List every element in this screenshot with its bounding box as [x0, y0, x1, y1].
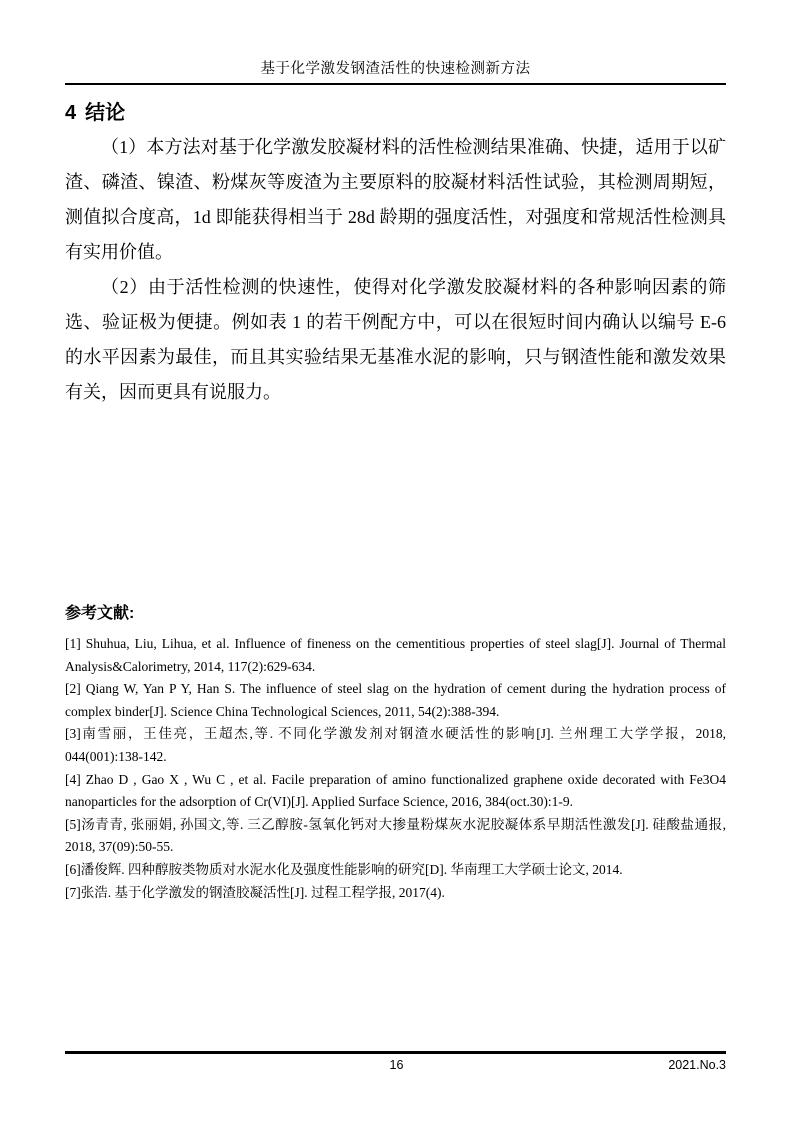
reference-item: [7]张浩. 基于化学激发的钢渣胶凝活性[J]. 过程工程学报, 2017(4).	[65, 884, 445, 900]
running-header-title: 基于化学激发钢渣活性的快速检测新方法	[260, 61, 531, 77]
paragraph: （2）由于活性检测的快速性，使得对化学激发胶凝材料的各种影响因素的筛选、验证极为便捷。例如表 1 的若干例配方中，可以在很短时间内确认以编号 E-6 的水平因素为最佳，而且其实验结果无基准水泥的影响，只与钢渣性能和激发效果有关，因而更具有说服力。	[65, 277, 726, 402]
section-number: 4	[65, 102, 77, 124]
reference-item: [4] Zhao D , Gao X , Wu C , et al. Facile preparation of amino functionalized graphene oxide decorated with Fe3O4 nanoparticles for the adsorption of Cr(VI)[J]. Applied Surface Science, 2016, 384(oct.30):1-9.	[65, 771, 726, 810]
references-heading: 参考文献:	[65, 605, 135, 622]
reference-item: [1] Shuhua, Liu, Lihua, et al. Influence of fineness on the cementitious properties of steel slag[J]. Journal of Thermal Analysis&Calorimetry, 2014, 117(2):629-634.	[65, 636, 726, 674]
running-header	[65, 58, 726, 85]
section-heading	[65, 100, 125, 126]
references-section	[65, 604, 726, 904]
reference-item: [3]南雪丽，王佳亮，王超杰,等. 不同化学激发剂对钢渣水硬活性的影响[J]. 兰州理工大学学报，2018, 044(001):138-142.	[65, 726, 726, 764]
paragraph: （1）本方法对基于化学激发胶凝材料的活性检测结果准确、快捷，适用于以矿渣、磷渣、镍渣、粉煤灰等废渣为主要原料的胶凝材料活性试验，其检测周期短，测值拟合度高，1d 即能获得相当于 28d 龄期的强度活性，对强度和常规活性检测具有实用价值。	[65, 137, 726, 262]
footer-page-number: 16	[389, 1058, 404, 1072]
reference-item: [6]潘俊辉. 四种醇胺类物质对水泥水化及强度性能影响的研究[D]. 华南理工大学硕士论文, 2014.	[65, 861, 623, 877]
reference-item: [5]汤青青, 张丽娟, 孙国文,等. 三乙醇胺-氢氧化钙对大掺量粉煤灰水泥胶凝体系早期活性激发[J]. 硅酸盐通报, 2018, 37(09):50-55.	[65, 816, 726, 855]
footer-issue-label: 2021.No.3	[668, 1058, 726, 1072]
body-text	[65, 130, 726, 410]
reference-item: [2] Qiang W, Yan P Y, Han S. The influence of steel slag on the hydration of cement during the hydration process of complex binder[J]. Science China Technological Sciences, 2011, 54(2):388-394.	[65, 681, 726, 719]
section-title: 结论	[85, 102, 126, 124]
footer-rule	[65, 1051, 726, 1054]
